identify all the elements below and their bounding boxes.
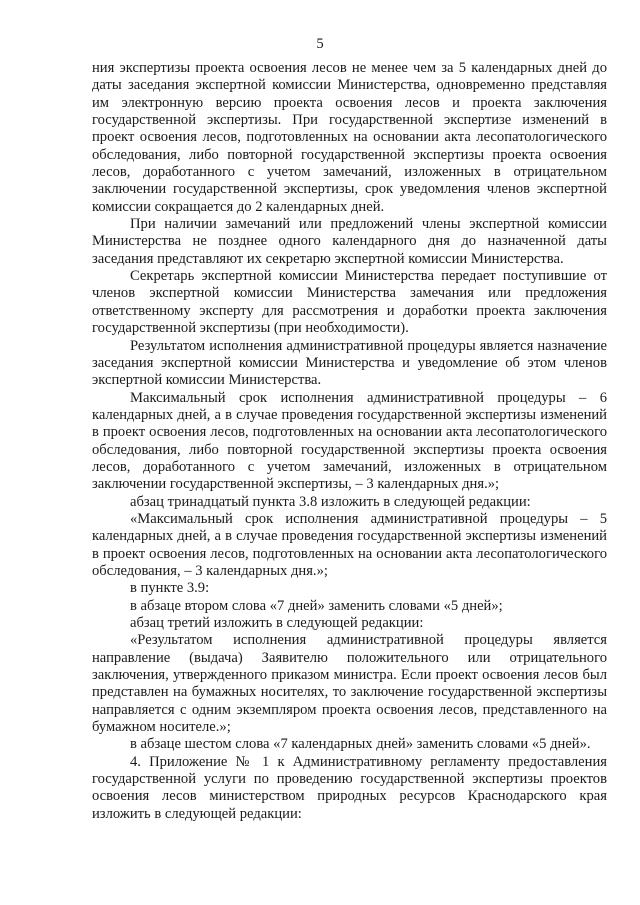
paragraph-remarks: При наличии замечаний или предложений члены экспертной комиссии Министерства не позднее одного календарного дня до назначенной даты заседания представляют их секретарю экспертной комиссии Министерства. bbox=[92, 216, 607, 267]
paragraph-secretary: Секретарь экспертной комиссии Министерства передает поступившие от членов экспертной комиссии Министерства замечания или предложения ответственному эксперту для рассмотрения и доработки проекта заключения государственной экспертизы (при необходимости). bbox=[92, 268, 607, 337]
paragraph-continuation: ния экспертизы проекта освоения лесов не менее чем за 5 календарных дней до даты заседания экспертной комиссии Министерства, одновременно представляя им электронную версию проекта освоения лесов и проекта заключения государственной экспертизы. При государственной экспертизе изменений в проект освоения лесов, подготовленных на основании акта лесопатологического обследования, либо повторной государственной экспертизы проекта освоения лесов, доработанного с учетом замечаний, изложенных в отрицательном заключении государственной экспертизы, срок уведомления членов экспертной комиссии сокращается до 2 календарных дней. bbox=[92, 60, 607, 215]
paragraph-max-term: Максимальный срок исполнения административной процедуры – 6 календарных дней, а в случае проведения государственной экспертизы изменений в проект освоения лесов, подготовленных на основании акта лесопатологического обследования, либо повторной государственной экспертизы проекта освоения лесов, доработанного с учетом замечаний, изложенных в отрицательном заключении государственной экспертизы, – 3 календарных дня.»; bbox=[92, 389, 607, 493]
document-body bbox=[92, 60, 607, 823]
paragraph-second-subparagraph: в абзаце втором слова «7 дней» заменить словами «5 дней»; bbox=[130, 597, 503, 614]
paragraph-third-subparagraph: абзац третий изложить в следующей редакции: bbox=[130, 615, 424, 631]
paragraph-point-3-9: в пункте 3.9: bbox=[130, 580, 210, 597]
paragraph-quote-result: «Результатом исполнения административной процедуры является направление (выдача) Заявителю положительного или отрицательного заключения, утвержденного приказом министра. Если проект освоения лесов был представлен на бумажных носителях, то заключение государственной экспертизы направляется с одним экземпляром проекта освоения лесов, представленного на бумажном носителе.»; bbox=[92, 632, 607, 736]
paragraph-amendment-3-8: абзац тринадцатый пункта 3.8 изложить в следующей редакции: bbox=[130, 493, 531, 510]
paragraph-quote-max-term: «Максимальный срок исполнения административной процедуры – 5 календарных дней, а в случае проведения государственной экспертизы изменений в проект освоения лесов, подготовленных на основании акта лесопатологического обследования, – 3 календарных дня.»; bbox=[92, 510, 607, 579]
paragraph-item-4: 4. Приложение № 1 к Административному регламенту предоставления государственной услуги по проведению государственной экспертизы проектов освоения лесов министерством природных ресурсов Краснодарского края изложить в следующей редакции: bbox=[92, 753, 607, 822]
paragraph-procedure-result: Результатом исполнения административной процедуры является назначение заседания экспертной комиссии Министерства и уведомление об этом членов экспертной комиссии Министерства. bbox=[92, 337, 607, 389]
page-number: 5 bbox=[316, 36, 324, 52]
paragraph-sixth-subparagraph: в абзаце шестом слова «7 календарных дней» заменить словами «5 дней». bbox=[130, 736, 591, 753]
